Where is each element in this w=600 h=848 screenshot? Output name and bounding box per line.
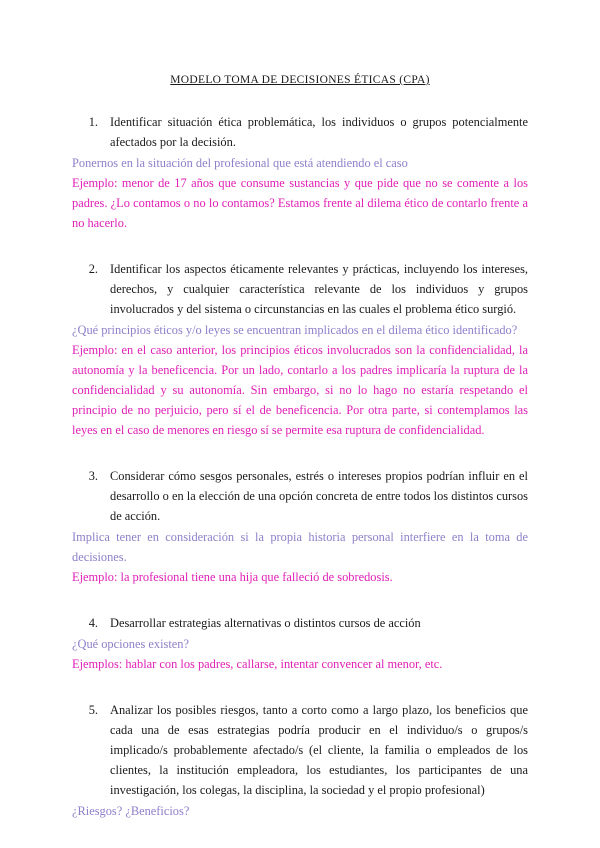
section-heading-text: Considerar cómo sesgos personales, estrés o intereses propios podrían influir en el desarrollo o en la elección de una opción concreta de entre todos los distintos cursos de acción. bbox=[110, 469, 528, 523]
section-number: 5. bbox=[88, 703, 98, 717]
section-example: Ejemplo: en el caso anterior, los principios éticos involucrados son la confidencialidad, la autonomía y la beneficencia. Por un lado, contarlo a los padres implicaría la ruptura de la confidencialidad y su autonomía. Sin embargo, si no lo hago no estaría respetando el principio de no perjuicio, pero sí el de beneficencia. Por otra parte, si contemplamos las leyes en el caso de menores en riesgo sí se permite esa ruptura de confidencialidad. bbox=[72, 343, 528, 437]
section-heading bbox=[72, 700, 528, 800]
section-number: 1. bbox=[88, 115, 98, 129]
section-5 bbox=[72, 700, 528, 821]
section-heading-text: Desarrollar estrategias alternativas o distintos cursos de acción bbox=[110, 616, 421, 630]
section-1 bbox=[72, 112, 528, 233]
section-number: 3. bbox=[88, 469, 98, 483]
section-heading bbox=[72, 112, 528, 152]
section-heading-text: Analizar los posibles riesgos, tanto a corto como a largo plazo, los beneficios que cada una de esas estrategias podría producir en el individuo/s o grupos/s implicado/s probablemente afectado/s (el cliente, la familia o empleados de los clientes, la institución empleadora, los estudiantes, los participantes de una investigación, los colegas, la disciplina, la sociedad y el propio profesional) bbox=[110, 703, 528, 797]
section-heading-text: Identificar situación ética problemática, los individuos o grupos potencialmente afectados por la decisión. bbox=[110, 115, 528, 149]
section-4 bbox=[72, 613, 528, 674]
section-number: 4. bbox=[88, 616, 98, 630]
section-number: 2. bbox=[88, 262, 98, 276]
section-question: ¿Qué opciones existen? bbox=[72, 637, 189, 651]
section-3 bbox=[72, 466, 528, 587]
section-example: Ejemplo: menor de 17 años que consume sustancias y que pide que no se comente a los padres. ¿Lo contamos o no lo contamos? Estamos frente al dilema ético de contarlo frente a no hacerlo. bbox=[72, 176, 528, 230]
section-example: Ejemplo: la profesional tiene una hija que falleció de sobredosis. bbox=[72, 570, 393, 584]
section-heading bbox=[72, 613, 528, 633]
section-question: Ponernos en la situación del profesional que está atendiendo el caso bbox=[72, 156, 408, 170]
section-2 bbox=[72, 259, 528, 440]
section-heading bbox=[72, 259, 528, 319]
section-question: ¿Riesgos? ¿Beneficios? bbox=[72, 804, 190, 818]
section-heading-text: Identificar los aspectos éticamente relevantes y prácticas, incluyendo los intereses, derechos, y cualquier característica relevante de los individuos y grupos involucrados y del sistema o circunstancias en las cuales el problema ético surgió. bbox=[110, 262, 528, 316]
section-question: Implica tener en consideración si la propia historia personal interfiere en la toma de decisiones. bbox=[72, 530, 528, 564]
section-question: ¿Qué principios éticos y/o leyes se encuentran implicados en el dilema ético identificado? bbox=[72, 323, 518, 337]
document-title: MODELO TOMA DE DECISIONES ÉTICAS (CPA) bbox=[170, 74, 430, 86]
section-example: Ejemplos: hablar con los padres, callarse, intentar convencer al menor, etc. bbox=[72, 657, 443, 671]
section-heading bbox=[72, 466, 528, 526]
